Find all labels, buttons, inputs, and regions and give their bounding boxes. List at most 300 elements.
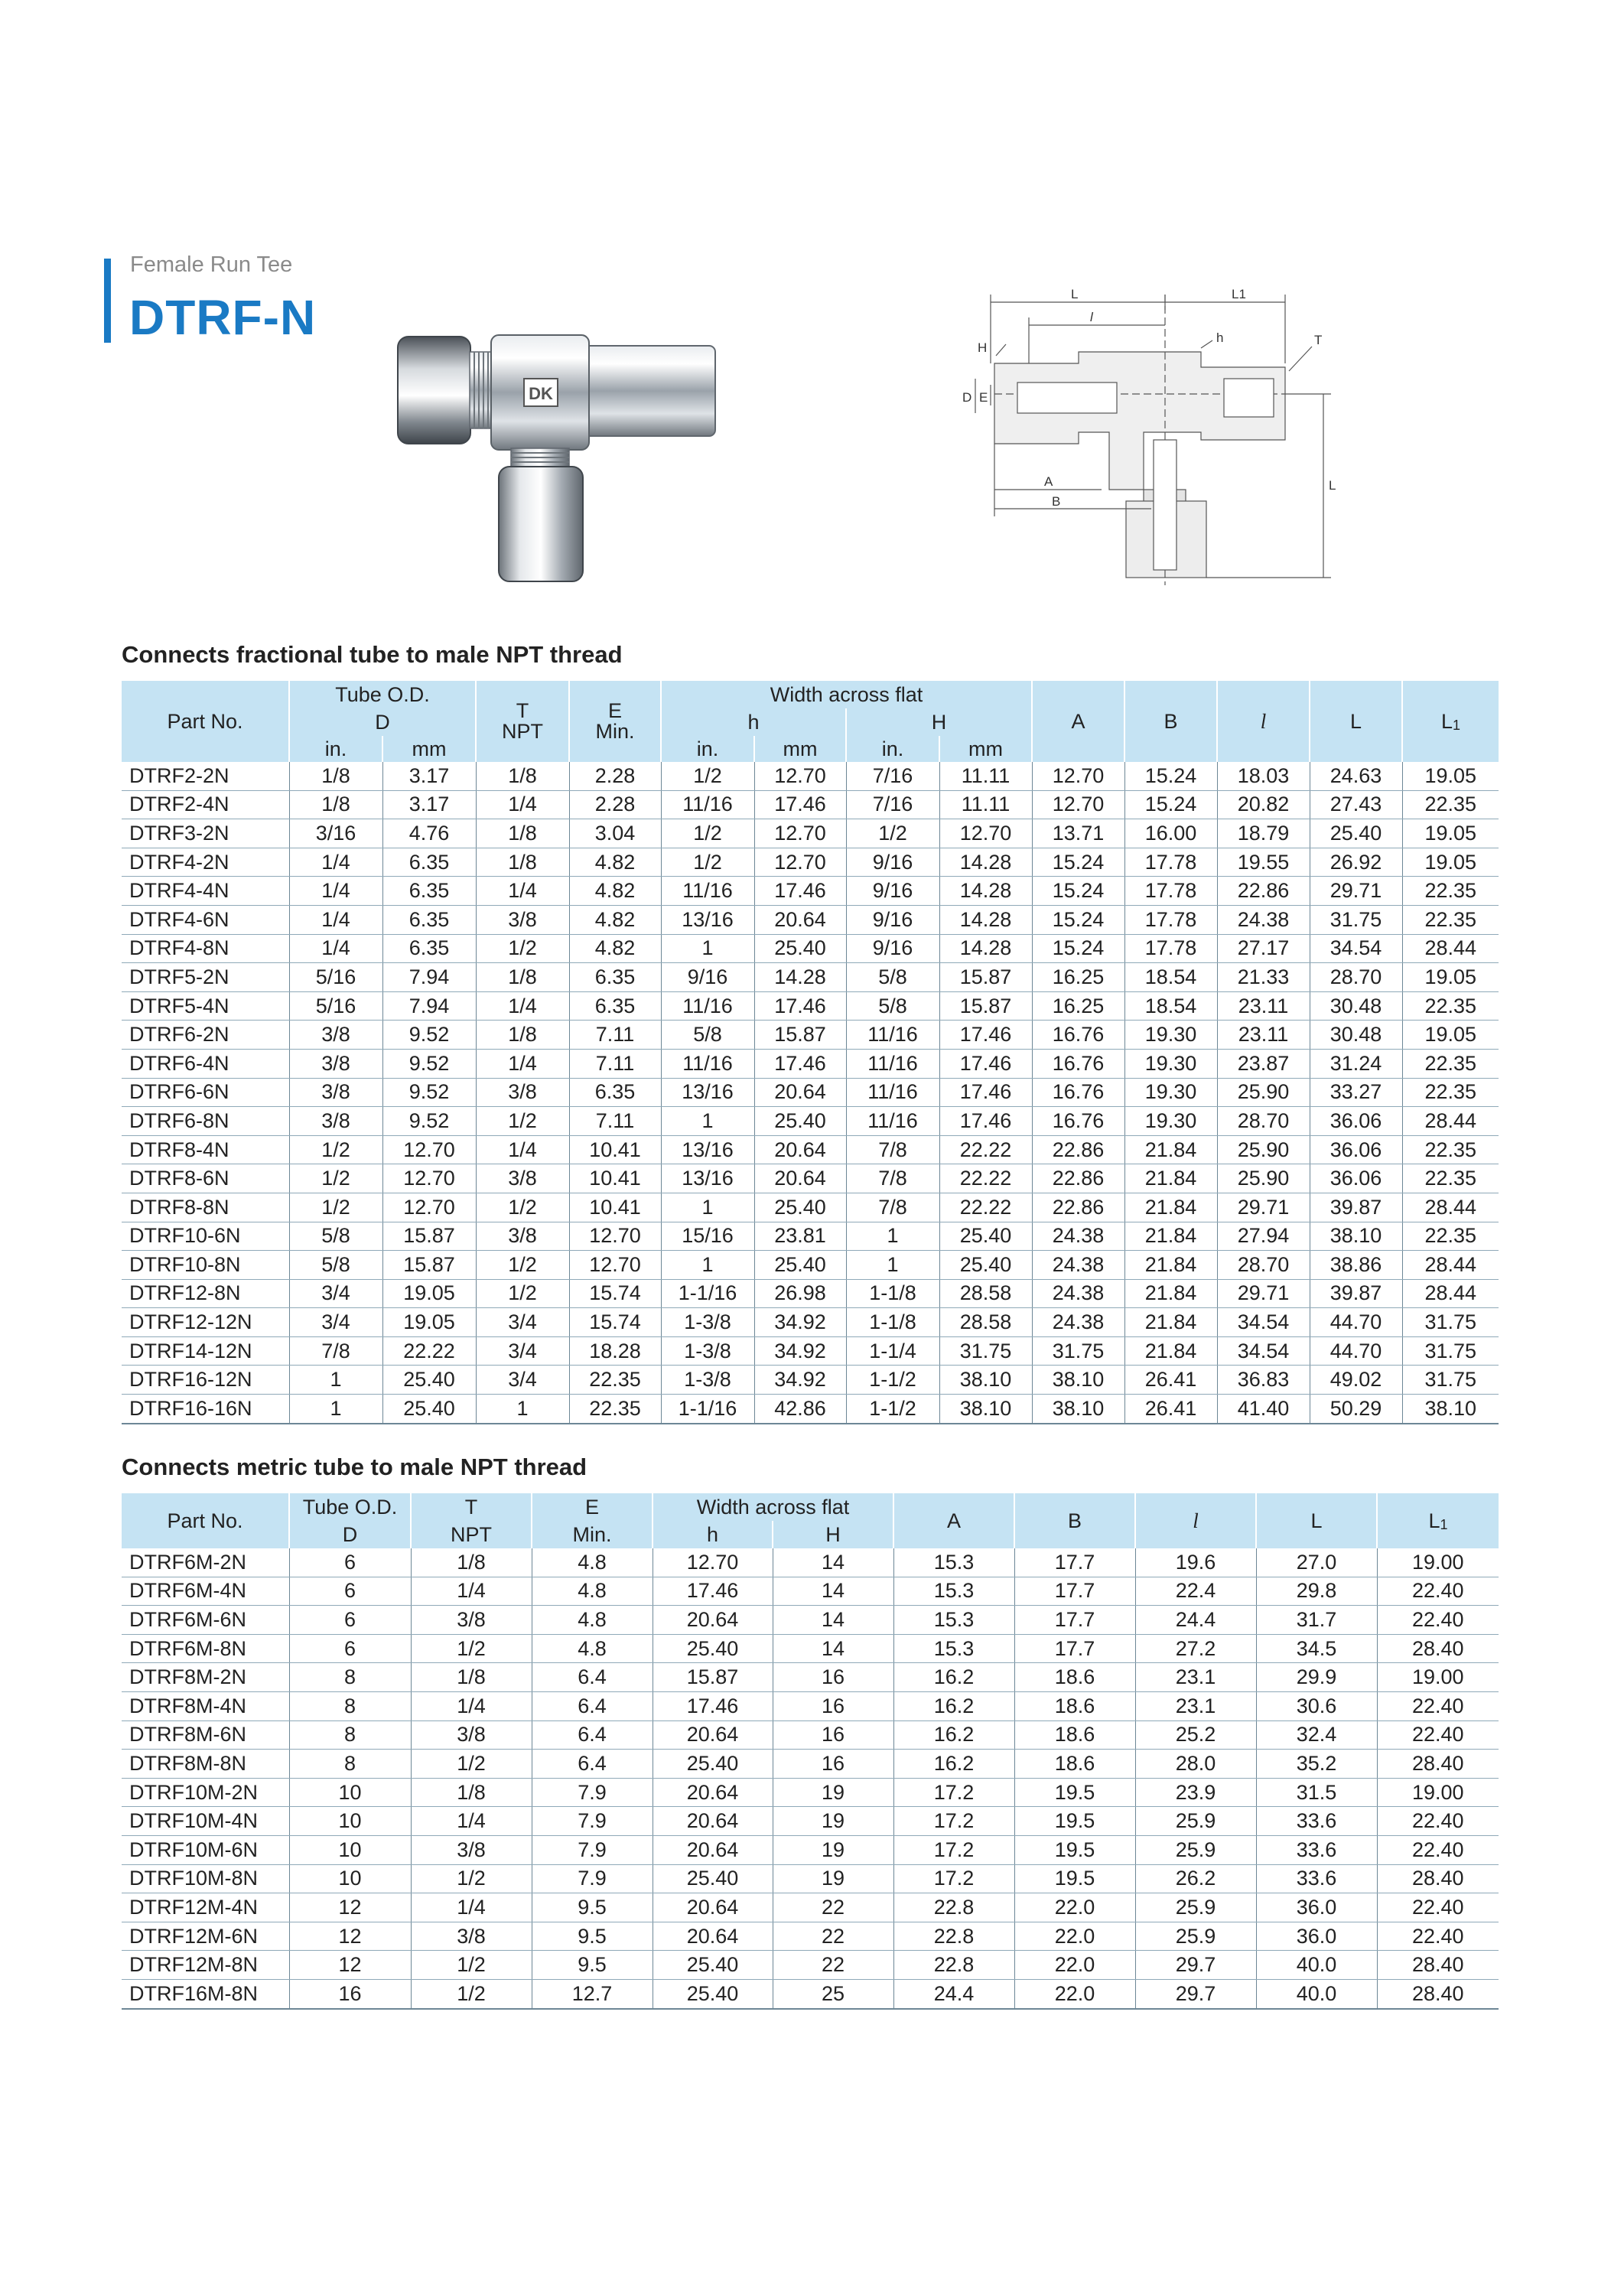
table-cell: 30.48	[1310, 1021, 1402, 1050]
table-cell: 22.22	[939, 1164, 1032, 1193]
table-cell: 23.9	[1135, 1778, 1256, 1807]
table-cell: 36.0	[1256, 1893, 1377, 1922]
table-cell: 15.87	[382, 1222, 476, 1251]
dim-l: l	[1090, 310, 1093, 324]
col-h-mm: mm	[754, 736, 846, 762]
table-cell: 25.40	[754, 1107, 846, 1136]
table-cell: 15.24	[1124, 790, 1217, 819]
table-cell: 6	[289, 1577, 411, 1606]
table-cell: 18.03	[1217, 762, 1310, 790]
part-number-cell: DTRF12-12N	[122, 1308, 289, 1337]
table-cell: 7.9	[532, 1807, 653, 1836]
table-cell: 18.79	[1217, 819, 1310, 848]
fractional-spec-table	[122, 681, 1499, 1424]
table-cell: 16.25	[1032, 991, 1124, 1021]
table-cell: 18.54	[1124, 963, 1217, 992]
table-row	[122, 1864, 1499, 1893]
part-number-cell: DTRF8-6N	[122, 1164, 289, 1193]
table-cell: 34.54	[1217, 1308, 1310, 1337]
table-cell: 22.40	[1377, 1893, 1499, 1922]
table-cell: 20.64	[653, 1835, 773, 1864]
part-number-cell: DTRF10M-6N	[122, 1835, 289, 1864]
table-cell: 3/8	[476, 905, 569, 934]
table-cell: 1/2	[411, 1951, 532, 1980]
col-tube-od-d: D	[289, 1521, 411, 1548]
table-row	[122, 1107, 1499, 1136]
col-part-no: Part No.	[122, 681, 289, 762]
table-cell: 3/4	[289, 1279, 382, 1308]
table-cell: 17.7	[1014, 1606, 1135, 1635]
table-cell: 34.54	[1217, 1336, 1310, 1366]
table-cell: 25.40	[653, 1951, 773, 1980]
table-cell: 36.0	[1256, 1922, 1377, 1951]
table-cell: 2.28	[569, 762, 661, 790]
table-cell: 15.3	[893, 1634, 1014, 1663]
col-d-in: in.	[289, 736, 382, 762]
part-number-cell: DTRF8M-2N	[122, 1663, 289, 1692]
part-number-cell: DTRF10M-8N	[122, 1864, 289, 1893]
table-cell: 1/2	[661, 762, 754, 790]
table-cell: 1/8	[289, 790, 382, 819]
table-cell: 1/2	[411, 1979, 532, 2008]
table-cell: 8	[289, 1750, 411, 1779]
col-h-small: h	[653, 1521, 773, 1548]
table-cell: 29.7	[1135, 1979, 1256, 2008]
table-cell: 21.84	[1124, 1336, 1217, 1366]
table-cell: 4.8	[532, 1606, 653, 1635]
table-row	[122, 762, 1499, 790]
table-cell: 25.40	[1310, 819, 1402, 848]
table-cell: 1/2	[846, 819, 939, 848]
table-cell: 25.40	[754, 1193, 846, 1222]
table-cell: 13/16	[661, 1078, 754, 1107]
table-cell: 5/8	[289, 1222, 382, 1251]
table-cell: 1-1/16	[661, 1395, 754, 1424]
table-cell: 3.17	[382, 790, 476, 819]
table-cell: 18.6	[1014, 1720, 1135, 1750]
table-cell: 25.40	[754, 934, 846, 963]
table-cell: 4.82	[569, 848, 661, 877]
table-row	[122, 905, 1499, 934]
table-cell: 8	[289, 1720, 411, 1750]
table-cell: 19.00	[1377, 1778, 1499, 1807]
table-cell: 15.3	[893, 1577, 1014, 1606]
table-cell: 22.0	[1014, 1893, 1135, 1922]
table-cell: 3/4	[476, 1336, 569, 1366]
table-cell: 9/16	[846, 877, 939, 906]
table-cell: 1/2	[476, 934, 569, 963]
table-cell: 12.70	[569, 1251, 661, 1280]
part-number-cell: DTRF2-2N	[122, 762, 289, 790]
table-cell: 22.4	[1135, 1577, 1256, 1606]
table-cell: 25.2	[1135, 1720, 1256, 1750]
table-row	[122, 1979, 1499, 2008]
table-cell: 21.84	[1124, 1222, 1217, 1251]
table-cell: 18.6	[1014, 1663, 1135, 1692]
table-cell: 1/2	[411, 1864, 532, 1893]
table-cell: 22	[773, 1922, 893, 1951]
table-cell: 16.76	[1032, 1021, 1124, 1050]
table-cell: 22.35	[569, 1395, 661, 1424]
table-cell: 35.2	[1256, 1750, 1377, 1779]
dim-L1: L1	[1232, 287, 1246, 301]
table-cell: 17.46	[939, 1078, 1032, 1107]
table-cell: 5/16	[289, 963, 382, 992]
table-row	[122, 1279, 1499, 1308]
part-number-cell: DTRF8M-4N	[122, 1691, 289, 1720]
part-number-cell: DTRF4-8N	[122, 934, 289, 963]
table-row	[122, 934, 1499, 963]
table-cell: 1/4	[476, 877, 569, 906]
part-number-cell: DTRF10-8N	[122, 1251, 289, 1280]
table-row	[122, 1164, 1499, 1193]
table-cell: 25	[773, 1979, 893, 2008]
table-cell: 6.35	[569, 963, 661, 992]
table-row	[122, 1049, 1499, 1078]
table-cell: 29.9	[1256, 1663, 1377, 1692]
table-cell: 3/4	[476, 1308, 569, 1337]
table-cell: 7.11	[569, 1049, 661, 1078]
table-cell: 22.40	[1377, 1691, 1499, 1720]
table-cell: 16.2	[893, 1691, 1014, 1720]
table-cell: 28.44	[1402, 934, 1499, 963]
table-cell: 1/4	[411, 1893, 532, 1922]
table-cell: 1/4	[411, 1691, 532, 1720]
table-cell: 22.35	[1402, 1078, 1499, 1107]
table-cell: 15.87	[382, 1251, 476, 1280]
table-cell: 13.71	[1032, 819, 1124, 848]
table-cell: 23.81	[754, 1222, 846, 1251]
table-cell: 15.3	[893, 1606, 1014, 1635]
table-cell: 10.41	[569, 1135, 661, 1164]
table-cell: 22.35	[1402, 877, 1499, 906]
table-cell: 28.40	[1377, 1750, 1499, 1779]
table-cell: 1/4	[476, 790, 569, 819]
table-cell: 3/8	[476, 1164, 569, 1193]
table-cell: 28.40	[1377, 1864, 1499, 1893]
table-cell: 26.2	[1135, 1864, 1256, 1893]
col-tube-od-d: D	[289, 708, 476, 736]
table-cell: 9.52	[382, 1078, 476, 1107]
table-cell: 40.0	[1256, 1979, 1377, 2008]
table-cell: 4.8	[532, 1634, 653, 1663]
table-cell: 17.46	[754, 877, 846, 906]
table-cell: 22.40	[1377, 1606, 1499, 1635]
table-cell: 10	[289, 1778, 411, 1807]
table-cell: 17.46	[939, 1107, 1032, 1136]
table-cell: 27.43	[1310, 790, 1402, 819]
table-cell: 14.28	[939, 848, 1032, 877]
table-cell: 1/4	[476, 1135, 569, 1164]
table-cell: 34.92	[754, 1366, 846, 1395]
table-cell: 38.10	[1310, 1222, 1402, 1251]
table-cell: 16.76	[1032, 1078, 1124, 1107]
table-cell: 1/2	[289, 1135, 382, 1164]
table-cell: 4.82	[569, 877, 661, 906]
table-cell: 25.40	[382, 1366, 476, 1395]
table-cell: 31.75	[1402, 1308, 1499, 1337]
table-cell: 25.9	[1135, 1893, 1256, 1922]
table-cell: 11/16	[846, 1107, 939, 1136]
dim-A: A	[1044, 474, 1053, 489]
table-cell: 20.82	[1217, 790, 1310, 819]
table-cell: 31.5	[1256, 1778, 1377, 1807]
table-cell: 12.70	[1032, 762, 1124, 790]
table-row	[122, 1078, 1499, 1107]
col-h-small: h	[661, 708, 846, 736]
table-cell: 23.11	[1217, 1021, 1310, 1050]
col-l-small: l	[1135, 1493, 1256, 1548]
table-cell: 1/4	[289, 877, 382, 906]
table-cell: 42.86	[754, 1395, 846, 1424]
table-cell: 25.40	[754, 1251, 846, 1280]
table-cell: 22.40	[1377, 1807, 1499, 1836]
table-cell: 3/8	[411, 1835, 532, 1864]
part-number-cell: DTRF12M-4N	[122, 1893, 289, 1922]
table-cell: 1	[661, 1251, 754, 1280]
table-cell: 7.94	[382, 963, 476, 992]
table-cell: 20.64	[754, 1135, 846, 1164]
table-cell: 29.71	[1217, 1193, 1310, 1222]
table-cell: 25.9	[1135, 1835, 1256, 1864]
col-l-large: L	[1310, 681, 1402, 762]
table-cell: 25.40	[653, 1979, 773, 2008]
table-cell: 19	[773, 1807, 893, 1836]
table-cell: 10	[289, 1835, 411, 1864]
table-cell: 7/8	[289, 1336, 382, 1366]
table-cell: 22.40	[1377, 1835, 1499, 1864]
part-number-cell: DTRF8-8N	[122, 1193, 289, 1222]
table-cell: 1-3/8	[661, 1336, 754, 1366]
table-cell: 3/4	[289, 1308, 382, 1337]
col-h-large: H	[773, 1521, 893, 1548]
table-cell: 19.05	[382, 1279, 476, 1308]
table-cell: 19.5	[1014, 1807, 1135, 1836]
table-cell: 12.70	[939, 819, 1032, 848]
table-cell: 1/8	[476, 762, 569, 790]
table-cell: 19	[773, 1835, 893, 1864]
table-cell: 19.30	[1124, 1107, 1217, 1136]
table-cell: 34.5	[1256, 1634, 1377, 1663]
table-cell: 19.05	[382, 1308, 476, 1337]
part-number-cell: DTRF6-2N	[122, 1021, 289, 1050]
table-row	[122, 1135, 1499, 1164]
col-width-across-flat: Width across flat	[661, 681, 1032, 708]
col-l-large: L	[1256, 1493, 1377, 1548]
table-cell: 19.30	[1124, 1078, 1217, 1107]
table-cell: 32.4	[1256, 1720, 1377, 1750]
table-cell: 28.70	[1217, 1107, 1310, 1136]
table-cell: 20.64	[754, 1078, 846, 1107]
table-cell: 23.1	[1135, 1691, 1256, 1720]
table-cell: 29.7	[1135, 1951, 1256, 1980]
table-cell: 12	[289, 1893, 411, 1922]
table-cell: 9/16	[661, 963, 754, 992]
technical-drawing	[949, 279, 1377, 593]
table-cell: 12	[289, 1951, 411, 1980]
table-cell: 6.35	[382, 848, 476, 877]
product-photo	[390, 329, 742, 589]
table-cell: 12.70	[754, 848, 846, 877]
table-cell: 19.5	[1014, 1835, 1135, 1864]
table-cell: 15.24	[1032, 905, 1124, 934]
table-cell: 15.74	[569, 1279, 661, 1308]
table-row	[122, 1548, 1499, 1577]
table-cell: 1	[289, 1366, 382, 1395]
table-cell: 16.2	[893, 1750, 1014, 1779]
table-cell: 21.84	[1124, 1164, 1217, 1193]
table-cell: 28.44	[1402, 1193, 1499, 1222]
table-cell: 22.40	[1377, 1720, 1499, 1750]
table-cell: 4.82	[569, 905, 661, 934]
table-cell: 7.11	[569, 1107, 661, 1136]
table-cell: 24.4	[1135, 1606, 1256, 1635]
table-cell: 31.75	[1310, 905, 1402, 934]
col-width-across-flat: Width across flat	[653, 1493, 893, 1521]
table-cell: 16	[773, 1750, 893, 1779]
table-cell: 1/4	[476, 1049, 569, 1078]
col-l-small: l	[1217, 681, 1310, 762]
table-cell: 19.5	[1014, 1778, 1135, 1807]
table-cell: 13/16	[661, 1135, 754, 1164]
table-cell: 25.40	[939, 1251, 1032, 1280]
part-number-cell: DTRF8M-8N	[122, 1750, 289, 1779]
table-cell: 1/2	[661, 848, 754, 877]
col-t: T	[411, 1493, 532, 1521]
part-number-cell: DTRF14-12N	[122, 1336, 289, 1366]
part-number-cell: DTRF16-16N	[122, 1395, 289, 1424]
table-cell: 1/2	[476, 1279, 569, 1308]
table-cell: 1-1/4	[846, 1336, 939, 1366]
table-cell: 36.06	[1310, 1107, 1402, 1136]
table-cell: 1	[661, 1193, 754, 1222]
table-cell: 21.33	[1217, 963, 1310, 992]
table-cell: 19	[773, 1864, 893, 1893]
dim-L-vertical: L	[1329, 478, 1336, 493]
table-cell: 28.40	[1377, 1951, 1499, 1980]
table-cell: 20.64	[653, 1606, 773, 1635]
table-cell: 6.35	[382, 934, 476, 963]
table-cell: 29.71	[1310, 877, 1402, 906]
table-cell: 22.86	[1032, 1164, 1124, 1193]
table-row	[122, 1251, 1499, 1280]
table-row	[122, 790, 1499, 819]
table-cell: 9.5	[532, 1922, 653, 1951]
table-cell: 1/8	[411, 1663, 532, 1692]
part-number-cell: DTRF6-8N	[122, 1107, 289, 1136]
table-cell: 18.6	[1014, 1750, 1135, 1779]
table-cell: 15.87	[653, 1663, 773, 1692]
table-cell: 22	[773, 1951, 893, 1980]
table-cell: 17.2	[893, 1807, 1014, 1836]
part-number-cell: DTRF2-4N	[122, 790, 289, 819]
table-cell: 29.71	[1217, 1279, 1310, 1308]
table-cell: 27.0	[1256, 1548, 1377, 1577]
table-cell: 24.4	[893, 1979, 1014, 2008]
table-cell: 19.30	[1124, 1021, 1217, 1050]
table-cell: 33.27	[1310, 1078, 1402, 1107]
table-cell: 25.90	[1217, 1164, 1310, 1193]
table-row	[122, 1663, 1499, 1692]
part-number-cell: DTRF6M-6N	[122, 1606, 289, 1635]
table-cell: 26.41	[1124, 1366, 1217, 1395]
table-row	[122, 963, 1499, 992]
col-a: A	[893, 1493, 1014, 1548]
dim-H: H	[978, 340, 988, 355]
table-cell: 1-1/16	[661, 1279, 754, 1308]
table-cell: 44.70	[1310, 1336, 1402, 1366]
table-row	[122, 1021, 1499, 1050]
table-cell: 25.40	[382, 1395, 476, 1424]
table-cell: 1	[846, 1222, 939, 1251]
table-cell: 22.40	[1377, 1922, 1499, 1951]
table-cell: 6.4	[532, 1663, 653, 1692]
dim-T: T	[1314, 333, 1323, 347]
table-cell: 17.46	[939, 1049, 1032, 1078]
part-number-cell: DTRF4-2N	[122, 848, 289, 877]
table-cell: 15/16	[661, 1222, 754, 1251]
table-cell: 17.46	[754, 991, 846, 1021]
table-row	[122, 1778, 1499, 1807]
table-cell: 15.87	[939, 963, 1032, 992]
table-cell: 12.70	[754, 819, 846, 848]
table-cell: 38.10	[939, 1395, 1032, 1424]
table-cell: 36.06	[1310, 1164, 1402, 1193]
table-cell: 15.24	[1032, 877, 1124, 906]
table-cell: 16.76	[1032, 1107, 1124, 1136]
table-cell: 22.86	[1032, 1193, 1124, 1222]
table-cell: 31.75	[1402, 1336, 1499, 1366]
table-cell: 1/4	[411, 1577, 532, 1606]
table-row	[122, 1893, 1499, 1922]
table-cell: 24.38	[1032, 1308, 1124, 1337]
table-row	[122, 1366, 1499, 1395]
table-cell: 12.70	[569, 1222, 661, 1251]
col-tube-od: Tube O.D.	[289, 681, 476, 708]
table-row	[122, 1835, 1499, 1864]
table-cell: 41.40	[1217, 1395, 1310, 1424]
table-cell: 21.84	[1124, 1279, 1217, 1308]
table-cell: 13/16	[661, 1164, 754, 1193]
table-cell: 25.40	[653, 1750, 773, 1779]
table-cell: 4.8	[532, 1548, 653, 1577]
table-cell: 21.84	[1124, 1251, 1217, 1280]
table-cell: 1/8	[476, 848, 569, 877]
table-row	[122, 1922, 1499, 1951]
dim-E: E	[979, 390, 988, 405]
table-cell: 17.7	[1014, 1548, 1135, 1577]
table-cell: 11/16	[846, 1021, 939, 1050]
metric-spec-table	[122, 1493, 1499, 2010]
table-cell: 19	[773, 1778, 893, 1807]
table-cell: 1/4	[289, 905, 382, 934]
table-cell: 3.04	[569, 819, 661, 848]
table-cell: 7.9	[532, 1778, 653, 1807]
table-cell: 1-1/8	[846, 1308, 939, 1337]
table-cell: 9/16	[846, 934, 939, 963]
table-cell: 7.94	[382, 991, 476, 1021]
table-cell: 3/8	[476, 1078, 569, 1107]
table-row	[122, 1222, 1499, 1251]
col-hh-in: in.	[846, 736, 939, 762]
part-number-cell: DTRF8M-6N	[122, 1720, 289, 1750]
table-cell: 22.86	[1217, 877, 1310, 906]
table-cell: 1/8	[411, 1548, 532, 1577]
table-cell: 14	[773, 1577, 893, 1606]
table-cell: 22	[773, 1893, 893, 1922]
table-cell: 10.41	[569, 1193, 661, 1222]
table-cell: 7/8	[846, 1164, 939, 1193]
